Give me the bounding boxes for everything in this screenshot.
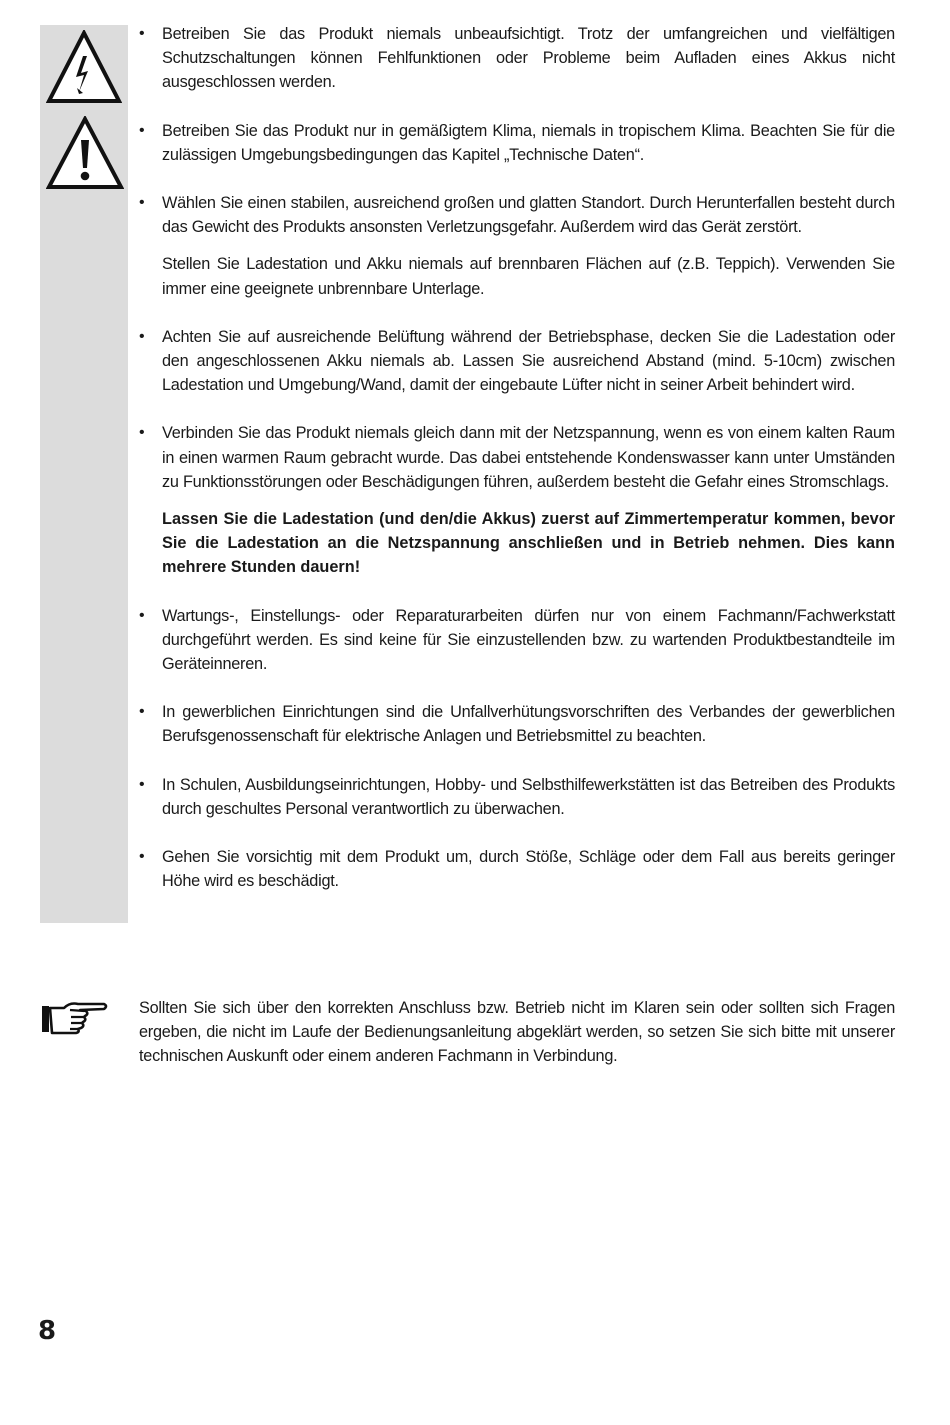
- safety-instructions: [139, 22, 895, 917]
- list-item: [139, 845, 895, 893]
- bullet-mark: •: [139, 424, 145, 442]
- bullet-mark: •: [139, 703, 145, 721]
- list-item: [139, 325, 895, 398]
- paragraph: In Schulen, Ausbildungseinrichtungen, Hobby- und Selbsthilfewerkstätten ist das Betreiben des Produkts durch geschultes Personal verantwortlich zu überwachen.: [162, 775, 895, 818]
- paragraph: Gehen Sie vorsichtig mit dem Produkt um, durch Stöße, Schläge oder dem Fall aus bereits geringer Höhe wird es beschädigt.: [162, 848, 895, 891]
- list-item: [139, 773, 895, 821]
- note-text: Sollten Sie sich über den korrekten Anschluss bzw. Betrieb nicht im Klaren sein oder sollten sich Fragen ergeben, die nicht im Laufe der Bedienungsanleitung abgeklärt werden, so setzen Sie sich bitte mit unserer technischen Auskunft oder einem anderen Fachmann in Verbindung.: [139, 999, 895, 1066]
- paragraph: Betreiben Sie das Produkt niemals unbeaufsichtigt. Trotz der umfangreichen und vielfältigen Schutzschaltungen können Fehlfunktionen oder Probleme beim Aufladen eines Akkus nicht ausgeschlossen werden.: [162, 25, 895, 92]
- bullet-mark: •: [139, 775, 145, 793]
- list-item: [139, 22, 895, 95]
- bullet-mark: •: [139, 606, 145, 624]
- bullet-mark: •: [139, 327, 145, 345]
- paragraph: In gewerblichen Einrichtungen sind die Unfallverhütungsvorschriften des Verbandes der gewerblichen Berufsgenossenschaft für elektrische Anlagen und Betriebsmittel zu beachten.: [162, 703, 895, 746]
- list-item: [139, 421, 895, 579]
- paragraph: Verbinden Sie das Produkt niemals gleich dann mit der Netzspannung, wenn es von einem kalten Raum in einen warmen Raum gebracht wurde. Das dabei entstehende Kondenswasser kann unter Umständen zu Funktionsstörungen oder Beschädigungen führen, außerdem besteht die Gefahr eines Stromschlags.: [162, 424, 895, 491]
- electrical-hazard-icon: [46, 30, 122, 104]
- pointing-hand-icon: [40, 998, 110, 1038]
- page-number: 8: [38, 1316, 56, 1346]
- list-item: [139, 119, 895, 167]
- paragraph: Betreiben Sie das Produkt nur in gemäßigtem Klima, niemals in tropischem Klima. Beachten Sie für die zulässigen Umgebungsbedingungen das Kapitel „Technische Daten“.: [162, 121, 895, 164]
- paragraph: Stellen Sie Ladestation und Akku niemals auf brennbaren Flächen auf (z.B. Teppich). Verwenden Sie immer eine geeignete unbrennbare Unterlage.: [162, 255, 895, 298]
- paragraph: Achten Sie auf ausreichende Belüftung während der Betriebsphase, decken Sie die Ladestation oder den angeschlossenen Akku niemals ab. Lassen Sie ausreichend Abstand (mind. 5-10cm) zwischen Ladestation und Umgebung/Wand, damit der eingebaute Lüfter nicht in seiner Arbeit behindert wird.: [162, 327, 895, 395]
- list-item: [139, 604, 895, 677]
- bullet-mark: •: [139, 194, 145, 212]
- warning-icon: [46, 116, 124, 190]
- bullet-mark: •: [139, 121, 145, 139]
- list-item: [139, 700, 895, 748]
- list-item: [139, 191, 895, 301]
- paragraph: Wählen Sie einen stabilen, ausreichend großen und glatten Standort. Durch Herunterfallen besteht durch das Gewicht des Produkts ansonsten Verletzungsgefahr. Außerdem wird das Gerät zerstört.: [162, 194, 895, 237]
- emphasis-paragraph: Lassen Sie die Ladestation (und den/die Akkus) zuerst auf Zimmertemperatur kommen, bevor Sie die Ladestation an die Netzspannung anschließen und in Betrieb nehmen. Dies kann mehrere Stunden dauern!: [162, 510, 895, 577]
- bullet-mark: •: [139, 25, 145, 42]
- bullet-mark: •: [139, 848, 145, 866]
- paragraph: Wartungs-, Einstellungs- oder Reparaturarbeiten dürfen nur von einem Fachmann/Fachwerkstatt durchgeführt werden. Es sind keine für Sie einzustellenden bzw. zu wartenden Produktbestandteile im Geräteinneren.: [162, 606, 895, 674]
